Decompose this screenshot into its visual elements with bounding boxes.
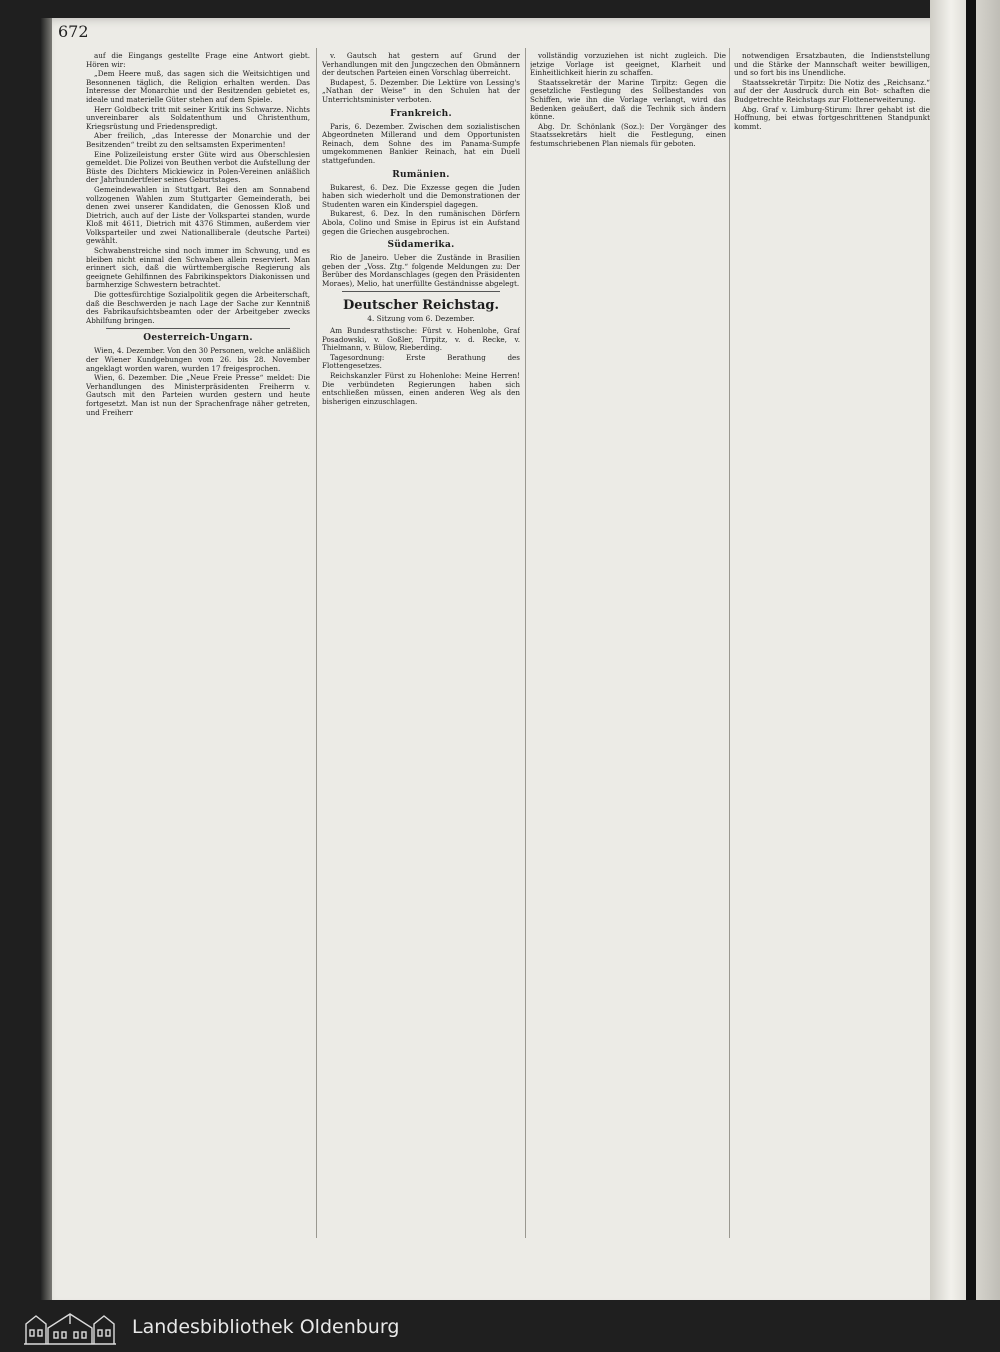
article-paragraph: Eine Polizeileistung erster Güte wird aus Oberschlesien gemeldet. Die Polizei von Beuthen verbot die Aufstellung der Büste des Dichters Mickiewicz in Polen-Vereinen anläßlich der Jahrhundertfeier seines Geburtstages. (86, 149, 310, 185)
article-paragraph: Abg. Graf v. Limburg-Stirum: Ihrer gehabt ist die Hoffnung, bei etwas fortgeschrittenen Standpunkt kommt. (734, 104, 930, 131)
article-paragraph: Wien, 6. Dezember. Die „Neue Freie Presse“ meldet: Die Verhandlungen des Ministerpräsidenten Freiherrn v. Gautsch mit den Parteien wurden gestern und heute fortgesetzt. Man ist nun der Sprachenfrage näher getreten, und Freiherr (86, 373, 310, 417)
article-paragraph: Gemeindewahlen in Stuttgart. Bei den am Sonnabend vollzogenen Wahlen zum Stuttgarter Gemeinderath, bei denen zwei unserer Kandidaten, die Genossen Kloß und Dietrich, auch auf der Liste der Volkspartei standen, wurde Kloß mit 4611, Dietrich mit 4376 Stimmen, außerdem vier Volksparteiler und zwei Nationalliberale (deutsche Partei) gewählt. (86, 184, 310, 246)
article-paragraph: Die gottesfürchtige Sozialpolitik gegen die Arbeiterschaft, daß die Beschwerden je nach Lage der Sache zur Kenntniß des Fabrikaufsichtsbeamten oder der Arbeitgeber zwecks Abhilfung bringen. (86, 290, 310, 325)
column-2 (322, 52, 520, 1237)
article-paragraph: auf die Eingangs gestellte Frage eine Antwort giebt. Hören wir: (86, 52, 310, 69)
article-paragraph: „Dem Heere muß, das sagen sich die Weitsichtigen und Besonnenen täglich, die Religion erhalten werden. Das Interesse der Monarchie und der Besitzenden gebietet es, ideale und materielle Güter stehen auf dem Spiele. (86, 69, 310, 104)
article-paragraph: Am Bundesrathstische: Fürst v. Hohenlohe, Graf Posadowski, v. Goßler, Tirpitz, v. d. Recke, v. Thielmann, v. Bülow, Rieberding. (322, 326, 520, 353)
article-paragraph: Aber freilich, „das Interesse der Monarchie und der Besitzenden“ treibt zu den seltsamsten Experimenten! (86, 131, 310, 149)
article-paragraph: Bukarest, 6. Dez. Die Exzesse gegen die Juden haben sich wiederholt und die Demonstrationen der Studenten waren ein Kinderspiel dagegen. (322, 182, 520, 209)
column-1 (86, 52, 310, 1232)
column-divider (316, 48, 317, 1238)
library-name: Landesbibliothek Oldenburg (132, 1316, 400, 1338)
article-paragraph: Rio de Janeiro. Ueber die Zustände in Brasilien geben der „Voss. Ztg.“ folgende Meldungen zu: Der Berüber des Mordanschlages (gegen den Präsidenten Moraes), Melio, hat unerfüllte Geständnisse abgelegt. (322, 253, 520, 288)
page-number: 672 (58, 22, 89, 41)
column-3 (530, 52, 726, 1237)
article-paragraph: Tagesordnung: Erste Berathung des Flottengesetzes. (322, 352, 520, 371)
article-paragraph: Reichskanzler Fürst zu Hohenlohe: Meine Herren! Die verbündeten Regierungen haben sich entschließen müssen, einen anderen Weg als den bisherigen einzuschlagen. (322, 371, 520, 406)
section-heading-reichstag: Deutscher Reichstag. (342, 298, 500, 314)
article-paragraph: Budapest, 5. Dezember. Die Lektüre von Lessing's „Nathan der Weise“ in den Schulen hat der Unterrichtsminister verboten. (322, 77, 520, 104)
section-rule (342, 291, 500, 292)
section-heading-austria: Oesterreich-Ungarn. (143, 333, 253, 344)
session-subtitle: 4. Sitzung vom 6. Dezember. (367, 314, 475, 324)
article-paragraph: v. Gautsch hat gestern auf Grund der Verhandlungen mit den Jungczechen den Obmännern der deutschen Parteien einen Vorschlag überreicht. (322, 52, 520, 78)
article-paragraph: Schwabenstreiche sind noch immer im Schwung, und es bleiben nicht einmal den Schwaben allein reserviert. Man erinnert sich, daß die württembergische Regierung als geeignete Gehilfinnen des Fabrikinspektors Diakonissen und barmherzige Schwestern betrachtet. (86, 246, 310, 290)
article-paragraph: Staatssekretär der Marine Tirpitz: Gegen die gesetzliche Festlegung des Sollbestandes von Schiffen, wie ihn die Vorlage verlangt, wird das Bedenken geäußert, daß die Technik sich ändern könne. (530, 77, 726, 122)
article-paragraph: Abg. Dr. Schönlank (Soz.): Der Vorgänger des Staatssekretärs hielt die Festlegung, einen festumschriebenen Plan niemals für geboten. (530, 121, 726, 148)
article-paragraph: vollständig vorzuziehen ist nicht zugleich. Die jetzige Vorlage ist geeignet, Klarheit und Einheitlichkeit hierin zu schaffen. (530, 52, 726, 78)
section-heading-romania: Rumänien. (392, 169, 450, 180)
column-4 (734, 52, 930, 1237)
article-paragraph: Staatssekretär Tirpitz: Die Notiz des „Reichsanz.“ auf der der Ausdruck durch ein Bot- schaften die Budgetrechte Reichstags zur Flottenerweiterung. (734, 77, 930, 104)
book-edge (966, 0, 976, 1352)
book-spine (930, 0, 1000, 1352)
section-heading-france: Frankreich. (390, 108, 452, 119)
article-paragraph: Wien, 4. Dezember. Von den 30 Personen, welche anläßlich der Wiener Kundgebungen vom 26. bis 28. November angeklagt worden waren, wurden 17 freigesprochen. (86, 346, 310, 373)
library-logo-icon (22, 1310, 118, 1346)
section-heading-south-america: Südamerika. (387, 240, 455, 251)
article-paragraph: Bukarest, 6. Dez. In den rumänischen Dörfern Abola, Colino und Smise in Epirus ist ein Aufstand gegen die Griechen ausgebrochen. (322, 209, 520, 236)
section-rule (106, 328, 290, 329)
article-paragraph: Paris, 6. Dezember. Zwischen dem sozialistischen Abgeordneten Millerand und dem Opportunisten Reinach, dem Sohne des im Panama-Sumpfe umgekommenen Bankier Reinach, hat ein Duell stattgefunden. (322, 121, 520, 165)
column-divider (729, 48, 730, 1238)
article-paragraph: Herr Goldbeck tritt mit seiner Kritik ins Schwarze. Nichts unvereinbarer als Soldatenthum und Christenthum, Kriegsrüstung und Friedenspredigt. (86, 104, 310, 131)
column-divider (525, 48, 526, 1238)
article-paragraph: notwendigen Ersatzbauten, die Indienststellung und die Stärke der Mannschaft weiter bewilligen, und so fort bis ins Unendliche. (734, 52, 930, 78)
